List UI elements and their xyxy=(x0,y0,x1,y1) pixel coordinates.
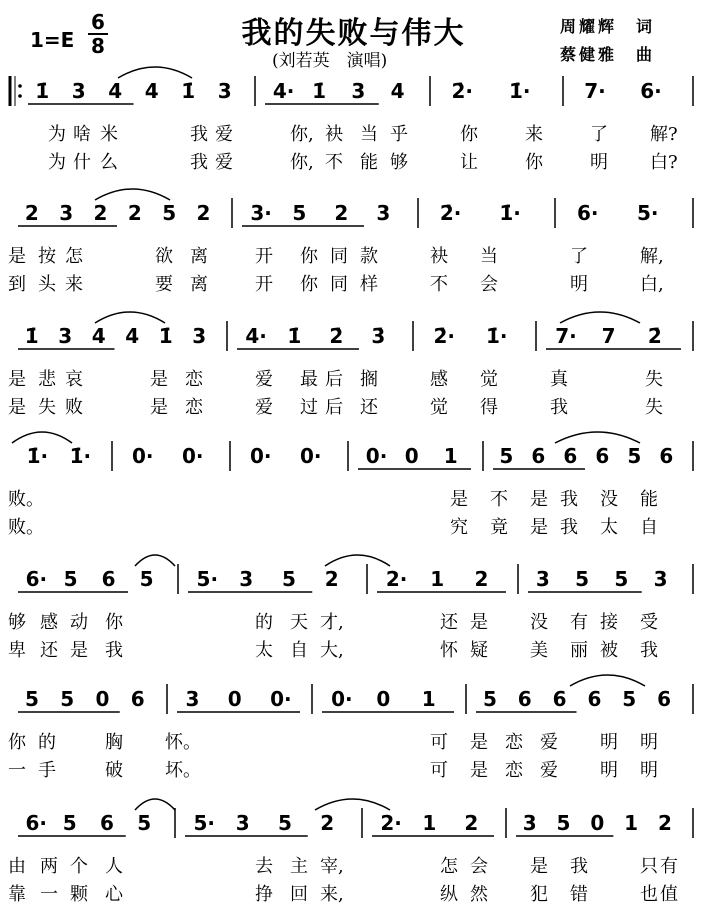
lyric-syllable: 接 xyxy=(600,612,618,633)
lyric-syllable: 还 xyxy=(360,397,378,418)
lyric-syllable: 白? xyxy=(650,152,678,173)
lyric-syllable: 你, xyxy=(290,124,314,145)
lyric-syllable: 靠 xyxy=(8,884,26,905)
lyric-syllable: 失 xyxy=(645,397,663,418)
lyric-syllable: 会 xyxy=(470,856,488,877)
lyric-syllable: 什 xyxy=(73,152,91,173)
note: 2 xyxy=(324,567,339,591)
lyric-syllable: 是 xyxy=(530,856,548,877)
lyric-syllable: 你 xyxy=(8,732,26,753)
lyric-syllable: 米 xyxy=(100,124,118,145)
lyric-syllable: 是 xyxy=(470,760,488,781)
lyric-syllable: 白, xyxy=(640,274,664,295)
note: 5 xyxy=(556,811,571,835)
lyric-syllable: 美 xyxy=(530,640,548,661)
lyric-syllable: 怎 xyxy=(440,856,458,877)
lyric-syllable: 可 xyxy=(430,732,448,753)
lyric-syllable: 只 xyxy=(640,856,658,877)
lyricist-credit: 周耀辉 词 xyxy=(560,17,656,36)
lyric-syllable: 过 xyxy=(300,397,318,418)
lyric-syllable: 爱 xyxy=(540,760,558,781)
lyric-syllable: 感 xyxy=(430,369,448,390)
lyric-syllable: 动 xyxy=(70,612,88,633)
note: 6 xyxy=(130,687,145,711)
lyric-syllable: 破 xyxy=(105,760,123,781)
note: 6 xyxy=(563,444,578,468)
lyric-syllable: 由 xyxy=(8,856,26,877)
lyric-syllable: 悲 xyxy=(38,369,56,390)
note: 2̇ xyxy=(647,324,662,348)
lyric-syllable: 我 xyxy=(560,489,578,510)
lyric-syllable: 的 xyxy=(38,732,56,753)
note: 3 xyxy=(522,811,537,835)
note: 1̇· xyxy=(499,201,521,225)
lyric-syllable: 欲 xyxy=(155,246,173,267)
lyric-syllable: 我 xyxy=(560,517,578,538)
slur xyxy=(570,675,645,686)
lyric-syllable: 怎 xyxy=(65,246,83,267)
lyric-syllable: 才, xyxy=(320,612,344,633)
note: 0· xyxy=(250,444,272,468)
note: 5 xyxy=(627,444,642,468)
note: 6 xyxy=(99,811,114,835)
lyric-syllable: 明 xyxy=(640,760,658,781)
lyric-syllable: 么 xyxy=(100,152,118,173)
lyric-syllable: 有 xyxy=(660,856,678,877)
lyric-syllable: 是 xyxy=(470,732,488,753)
note: 6· xyxy=(25,567,48,591)
note: 6· xyxy=(577,201,599,225)
lyric-syllable: 究 xyxy=(450,517,468,538)
lyric-syllable: 恋 xyxy=(185,369,203,390)
lyric-syllable: 错 xyxy=(570,884,588,905)
lyric-syllable: 没 xyxy=(530,612,548,633)
lyric-syllable: 一 xyxy=(40,884,58,905)
lyric-syllable: 了 xyxy=(590,124,608,145)
lyric-syllable: 心 xyxy=(105,884,123,905)
note: 4· xyxy=(272,79,295,103)
lyric-syllable: 不 xyxy=(325,152,343,173)
note: 2 xyxy=(320,811,335,835)
lyric-syllable: 明 xyxy=(570,274,588,295)
note: 1̇· xyxy=(69,444,92,468)
lyric-syllable: 后 xyxy=(325,369,343,390)
lyric-syllable: 恋 xyxy=(185,397,203,418)
note: 3 xyxy=(71,79,86,103)
lyric-syllable: 我 xyxy=(550,397,568,418)
lyric-syllable: 大, xyxy=(320,640,344,661)
lyric-syllable: 败 xyxy=(65,397,83,418)
note: 2 xyxy=(127,201,142,225)
lyric-syllable: 会 xyxy=(480,274,498,295)
lyric-syllable: 明 xyxy=(600,760,618,781)
note: 2 xyxy=(464,811,479,835)
note: 0· xyxy=(331,687,353,711)
lyric-syllable: 丽 xyxy=(570,640,588,661)
slur xyxy=(560,312,640,323)
lyric-syllable: 去 xyxy=(255,856,273,877)
note: 6 xyxy=(595,444,610,468)
note: 1 xyxy=(421,687,436,711)
note: 5 xyxy=(162,201,177,225)
lyric-syllable: 乎 xyxy=(390,124,408,145)
slur xyxy=(325,555,390,566)
repeat-dot xyxy=(18,84,22,88)
lyric-syllable: 够 xyxy=(390,152,408,173)
lyric-syllable: 来 xyxy=(525,124,543,145)
note: 5 xyxy=(499,444,514,468)
note: 4 xyxy=(125,324,140,348)
note: 0 xyxy=(95,687,110,711)
lyric-syllable: 也 xyxy=(640,884,658,905)
lyric-syllable: 觉 xyxy=(430,397,448,418)
lyric-syllable: 是 xyxy=(530,517,548,538)
note: 6· xyxy=(25,811,47,835)
note: 7· xyxy=(555,324,577,348)
note: 3̇ xyxy=(371,324,386,348)
lyric-syllable: 恋 xyxy=(505,760,523,781)
note: 1̇· xyxy=(509,79,531,103)
slur xyxy=(95,189,170,200)
lyric-syllable: 没 xyxy=(600,489,618,510)
lyric-syllable: 最 xyxy=(300,369,318,390)
lyric-syllable: 开 xyxy=(255,274,273,295)
note: 2̇· xyxy=(433,324,456,348)
lyric-syllable: 明 xyxy=(640,732,658,753)
note: 2̇· xyxy=(451,79,474,103)
note: 5 xyxy=(25,687,39,711)
note: 3 xyxy=(653,567,668,591)
lyric-syllable: 后 xyxy=(325,397,343,418)
lyric-syllable: 是 xyxy=(450,489,468,510)
lyric-syllable: 够 xyxy=(8,612,26,633)
lyric-syllable: 让 xyxy=(460,152,478,173)
note: 1̇· xyxy=(486,324,508,348)
lyric-syllable: 啥 xyxy=(73,124,91,145)
lyric-syllable: 挣 xyxy=(255,884,273,905)
lyric-syllable: 宰, xyxy=(320,856,344,877)
lyric-syllable: 同 xyxy=(330,274,348,295)
lyric-syllable: 款 xyxy=(360,246,378,267)
note: 1 xyxy=(624,811,639,835)
lyric-syllable: 你 xyxy=(105,612,123,633)
lyric-syllable: 是 xyxy=(470,612,488,633)
lyric-syllable: 失 xyxy=(645,369,663,390)
lyric-syllable: 回 xyxy=(290,884,308,905)
note: 1 xyxy=(422,811,437,835)
note: 7 xyxy=(601,324,616,348)
lyric-syllable: 两 xyxy=(40,856,58,877)
lyric-syllable: 个 xyxy=(70,856,88,877)
lyric-syllable: 爱 xyxy=(255,369,273,390)
note: 2 xyxy=(657,811,672,835)
note: 1̇ xyxy=(35,79,50,103)
note: 1 xyxy=(443,444,458,468)
slur xyxy=(555,432,640,443)
lyric-syllable: 怀 xyxy=(440,640,458,661)
lyric-syllable: 明 xyxy=(590,152,608,173)
lyric-syllable: 坏。 xyxy=(165,760,201,781)
lyric-syllable: 到 xyxy=(8,274,26,295)
lyric-syllable: 你, xyxy=(290,152,314,173)
lyric-syllable: 要 xyxy=(155,274,173,295)
note: 6 xyxy=(587,687,602,711)
note: 2̇· xyxy=(439,201,462,225)
lyric-syllable: 你 xyxy=(460,124,478,145)
note: 0· xyxy=(300,444,322,468)
slur xyxy=(118,67,192,78)
note: 3 xyxy=(376,201,391,225)
lyric-syllable: 手 xyxy=(38,760,56,781)
lyric-syllable: 天 xyxy=(290,612,308,633)
lyric-syllable: 为 xyxy=(48,124,66,145)
lyric-syllable: 的 xyxy=(255,612,273,633)
lyric-syllable: 疑 xyxy=(470,640,488,661)
note: 3 xyxy=(217,79,232,103)
note: 5· xyxy=(196,567,219,591)
lyric-syllable: 为 xyxy=(48,152,66,173)
lyric-syllable: 可 xyxy=(430,760,448,781)
note: 2 xyxy=(474,567,489,591)
lyric-syllable: 开 xyxy=(255,246,273,267)
lyric-syllable: 人 xyxy=(105,856,123,877)
note: 7· xyxy=(584,79,606,103)
note: 4· xyxy=(245,324,267,348)
lyric-syllable: 能 xyxy=(360,152,378,173)
key-signature: 1=E xyxy=(30,28,75,52)
note: 5 xyxy=(63,567,78,591)
lyric-syllable: 按 xyxy=(38,246,56,267)
lyric-syllable: 是 xyxy=(530,489,548,510)
slur xyxy=(135,555,175,566)
note: 3 xyxy=(351,79,366,103)
lyric-syllable: 搁 xyxy=(360,369,378,390)
note: 6 xyxy=(101,567,116,591)
lyric-syllable: 真 xyxy=(550,369,568,390)
note: 4 xyxy=(91,324,106,348)
lyric-syllable: 爱 xyxy=(215,124,233,145)
note: 0 xyxy=(404,444,419,468)
note: 6· xyxy=(640,79,662,103)
note: 2̇ xyxy=(329,324,344,348)
note: 5 xyxy=(622,687,637,711)
note: 3 xyxy=(192,324,207,348)
note: 5 xyxy=(137,811,152,835)
lyric-syllable: 能 xyxy=(640,489,658,510)
note: 6 xyxy=(659,444,674,468)
lyric-syllable: 我 xyxy=(640,640,658,661)
lyric-syllable: 主 xyxy=(290,856,308,877)
performer-credit: (刘若英 演唱) xyxy=(272,51,388,71)
lyric-syllable: 头 xyxy=(38,274,56,295)
note: 3 xyxy=(59,201,74,225)
lyric-syllable: 犯 xyxy=(530,884,548,905)
note: 4 xyxy=(144,79,159,103)
note: 1̇ xyxy=(158,324,173,348)
lyric-syllable: 不 xyxy=(430,274,448,295)
note: 3 xyxy=(185,687,200,711)
note: 5 xyxy=(575,567,590,591)
lyric-syllable: 我 xyxy=(570,856,588,877)
note: 1̇· xyxy=(26,444,49,468)
lyric-syllable: 太 xyxy=(600,517,618,538)
lyric-syllable: 爱 xyxy=(215,152,233,173)
composer-credit: 蔡健雅 曲 xyxy=(560,45,656,64)
lyric-syllable: 纵 xyxy=(440,884,458,905)
note: 5 xyxy=(292,201,307,225)
note: 3 xyxy=(535,567,550,591)
lyric-syllable: 解, xyxy=(640,246,664,267)
lyric-syllable: 是 xyxy=(8,246,26,267)
slur xyxy=(95,312,165,323)
lyric-syllable: 一 xyxy=(8,760,26,781)
note: 5 xyxy=(60,687,75,711)
lyric-syllable: 当 xyxy=(480,246,498,267)
lyric-syllable: 不 xyxy=(490,489,508,510)
lyric-syllable: 我 xyxy=(190,152,208,173)
note: 1̇ xyxy=(287,324,302,348)
repeat-dot xyxy=(18,94,22,98)
lyric-syllable: 离 xyxy=(190,274,208,295)
note: 6 xyxy=(657,687,672,711)
lyric-syllable: 受 xyxy=(640,612,658,633)
slur xyxy=(315,799,390,810)
lyric-syllable: 样 xyxy=(360,274,378,295)
lyric-syllable: 卑 xyxy=(8,640,26,661)
lyric-syllable: 当 xyxy=(360,124,378,145)
lyric-syllable: 怀。 xyxy=(165,732,201,753)
lyric-syllable: 爱 xyxy=(255,397,273,418)
lyric-syllable: 竟 xyxy=(490,517,508,538)
lyric-syllable: 胸 xyxy=(105,732,123,753)
note: 3 xyxy=(235,811,250,835)
note: 1 xyxy=(430,567,445,591)
lyric-syllable: 颗 xyxy=(70,884,88,905)
note: 1̇ xyxy=(181,79,196,103)
note: 6 xyxy=(552,687,567,711)
note: 4 xyxy=(390,79,405,103)
time-signature-top: 6 xyxy=(91,10,105,34)
note: 0· xyxy=(182,444,204,468)
note: 2 xyxy=(93,201,108,225)
lyric-syllable: 得 xyxy=(480,397,498,418)
note: 5· xyxy=(193,811,215,835)
lyric-syllable: 觉 xyxy=(480,369,498,390)
note: 3· xyxy=(250,201,272,225)
slur xyxy=(135,799,175,810)
lyric-syllable: 恋 xyxy=(505,732,523,753)
lyric-syllable: 袂 xyxy=(430,246,448,267)
note: 0 xyxy=(590,811,605,835)
note: 2· xyxy=(385,567,408,591)
lyric-syllable: 然 xyxy=(470,884,488,905)
lyric-syllable: 败。 xyxy=(8,517,44,538)
note: 2 xyxy=(24,201,39,225)
lyric-syllable: 是 xyxy=(70,640,88,661)
lyric-syllable: 了 xyxy=(570,246,588,267)
note: 5 xyxy=(482,687,497,711)
lyric-syllable: 被 xyxy=(600,640,618,661)
lyric-syllable: 袂 xyxy=(325,124,343,145)
lyric-syllable: 感 xyxy=(40,612,58,633)
lyric-syllable: 你 xyxy=(525,152,543,173)
note: 2 xyxy=(334,201,349,225)
lyric-syllable: 你 xyxy=(300,274,318,295)
lyric-syllable: 太 xyxy=(255,640,273,661)
note: 4 xyxy=(108,79,123,103)
lyric-syllable: 败。 xyxy=(8,489,44,510)
lyric-syllable: 明 xyxy=(600,732,618,753)
slur xyxy=(12,432,72,443)
lyric-syllable: 还 xyxy=(40,640,58,661)
note: 5 xyxy=(139,567,154,591)
lyric-syllable: 哀 xyxy=(65,369,83,390)
lyric-syllable: 同 xyxy=(330,246,348,267)
song-title: 我的失败与伟大 xyxy=(241,16,466,51)
note: 6 xyxy=(531,444,546,468)
lyric-syllable: 爱 xyxy=(540,732,558,753)
note: 5 xyxy=(277,811,292,835)
lyric-syllable: 自 xyxy=(290,640,308,661)
note: 0· xyxy=(270,687,292,711)
lyric-syllable: 失 xyxy=(38,397,56,418)
lyric-syllable: 是 xyxy=(150,369,168,390)
lyric-syllable: 是 xyxy=(8,397,26,418)
note: 5· xyxy=(637,201,659,225)
lyric-syllable: 来 xyxy=(65,274,83,295)
lyric-syllable: 是 xyxy=(8,369,26,390)
lyric-syllable: 值 xyxy=(660,884,678,905)
lyric-syllable: 自 xyxy=(640,517,658,538)
lyric-syllable: 来, xyxy=(320,884,344,905)
note: 3 xyxy=(58,324,73,348)
lyric-syllable: 我 xyxy=(105,640,123,661)
note: 3 xyxy=(239,567,254,591)
lyric-syllable: 我 xyxy=(190,124,208,145)
lyric-syllable: 解? xyxy=(650,124,678,145)
note: 1̇ xyxy=(312,79,327,103)
note: 5 xyxy=(282,567,296,591)
note: 0· xyxy=(365,444,388,468)
lyric-syllable: 离 xyxy=(190,246,208,267)
lyric-syllable: 你 xyxy=(300,246,318,267)
note: 0 xyxy=(376,687,391,711)
note: 5 xyxy=(62,811,77,835)
lyric-syllable: 还 xyxy=(440,612,458,633)
lyric-syllable: 有 xyxy=(570,612,588,633)
lyric-syllable: 是 xyxy=(150,397,168,418)
note: 0· xyxy=(132,444,154,468)
time-signature-bottom: 8 xyxy=(91,34,105,58)
note: 0 xyxy=(227,687,242,711)
note: 1̇ xyxy=(24,324,39,348)
note: 2· xyxy=(380,811,402,835)
note: 6 xyxy=(517,687,532,711)
note: 2 xyxy=(196,201,211,225)
note: 5 xyxy=(614,567,629,591)
